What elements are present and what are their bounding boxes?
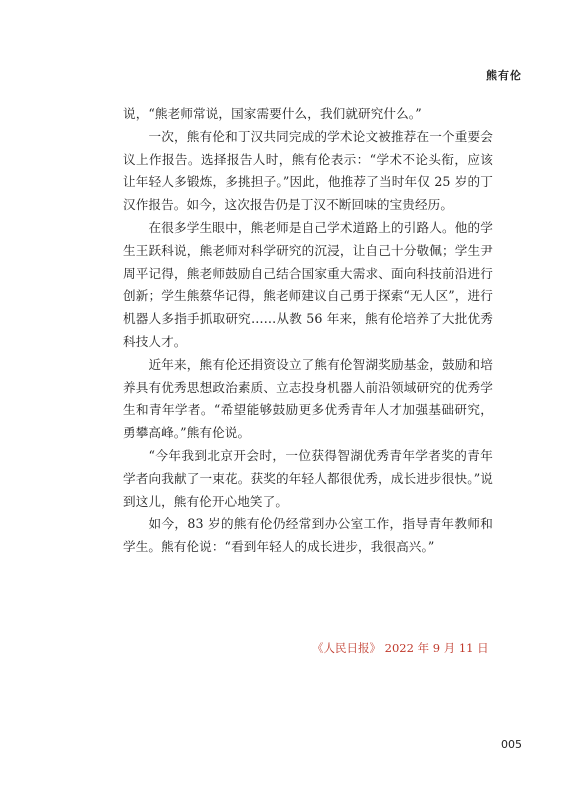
source-citation: 《人民日报》 2022 年 9 月 11 日 [312,641,489,655]
paragraph: 如今，83 岁的熊有伦仍经常到办公室工作，指导青年教师和学生。熊有伦说：“看到年轻人的成长进步，我很高兴。” [123,516,493,555]
paragraph: “今年我到北京开会时，一位获得智湖优秀青年学者奖的青年学者向我献了一束花。获奖的年轻人都很优秀，成长进步很快。”说到这儿，熊有伦开心地笑了。 [123,447,493,509]
page-number: 005 [501,738,522,751]
paragraph-continued: 说，“熊老师常说，国家需要什么，我们就研究什么。” [123,106,422,121]
paragraph: 一次，熊有伦和丁汉共同完成的学术论文被推荐在一个重要会议上作报告。选择报告人时，熊有伦表示：“学术不论头衔，应该让年轻人多锻炼，多挑担子。”因此，他推荐了当时年仅 25 岁的丁汉作报告。如今，这次报告仍是丁汉不断回味的宝贵经历。 [123,128,493,213]
article-body [123,103,493,559]
paragraph: 近年来，熊有伦还捐资设立了熊有伦智湖奖励基金，鼓励和培养具有优秀思想政治素质、立志投身机器人前沿领域研究的优秀学生和青年学者。“希望能够鼓励更多优秀青年人才加强基础研究，勇攀高峰。”熊有伦说。 [123,356,493,441]
running-header-title: 熊有伦 [486,69,522,82]
paragraph: 在很多学生眼中，熊老师是自己学术道路上的引路人。他的学生王跃科说，熊老师对科学研究的沉浸，让自己十分敬佩；学生尹周平记得，熊老师鼓励自己结合国家重大需求、面向科技前沿进行创新；学生熊蔡华记得，熊老师建议自己勇于探索“无人区”，进行机器人多指手抓取研究……从教 56 年来，熊有伦培养了大批优秀科技人才。 [123,219,493,349]
